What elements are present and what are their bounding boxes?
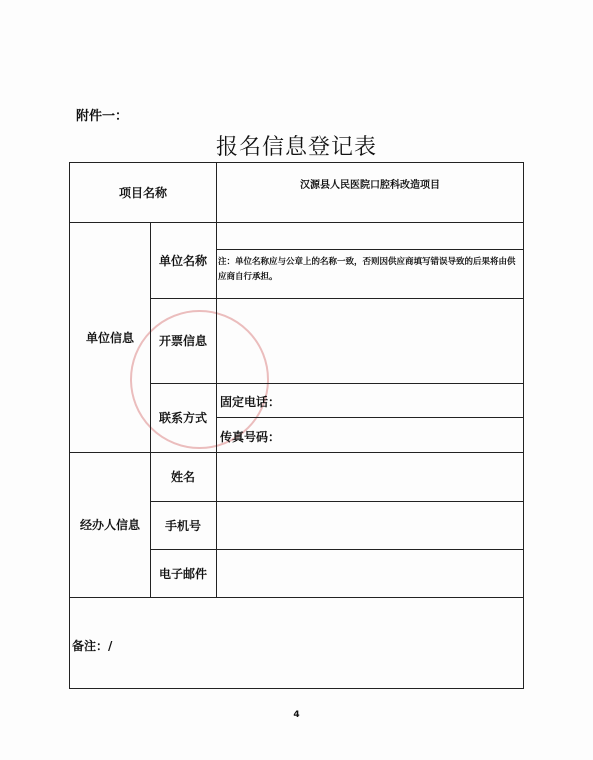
contact-label: 联系方式 bbox=[158, 411, 207, 425]
unit-name-field[interactable] bbox=[218, 255, 519, 285]
registration-table bbox=[69, 162, 524, 689]
unit-name-note: 注：单位名称应与公章上的名称一致，否则因供应商填写错误导致的后果将由供应商自行承担。 bbox=[218, 257, 516, 282]
attachment-label: 附件一： bbox=[76, 109, 129, 124]
agent-info-label: 经办人信息 bbox=[79, 518, 140, 532]
email-field[interactable] bbox=[217, 550, 524, 597]
agent-name-label: 姓名 bbox=[170, 470, 195, 484]
fax-label[interactable]: 传真号码： bbox=[220, 430, 281, 444]
mobile-field[interactable] bbox=[217, 502, 524, 549]
email-label: 电子邮件 bbox=[158, 566, 207, 581]
invoice-info-label: 开票信息 bbox=[158, 334, 207, 348]
invoice-info-field[interactable] bbox=[217, 299, 524, 383]
project-name-label: 项目名称 bbox=[118, 186, 167, 200]
page-number: 4 bbox=[293, 710, 300, 720]
remarks: 备注：/ bbox=[72, 639, 113, 653]
unit-info-label: 单位信息 bbox=[85, 330, 134, 345]
unit-name-label: 单位名称 bbox=[158, 253, 207, 268]
row-divider bbox=[70, 597, 523, 598]
row-divider bbox=[216, 249, 523, 250]
row-divider bbox=[216, 417, 523, 418]
form-title: 报名信息登记表 bbox=[215, 135, 377, 160]
agent-name-field[interactable] bbox=[217, 453, 524, 501]
mobile-label: 手机号 bbox=[164, 518, 201, 533]
project-name-value: 汉源县人民医院口腔科改造项目 bbox=[300, 179, 440, 191]
landline-label[interactable]: 固定电话： bbox=[220, 395, 281, 409]
